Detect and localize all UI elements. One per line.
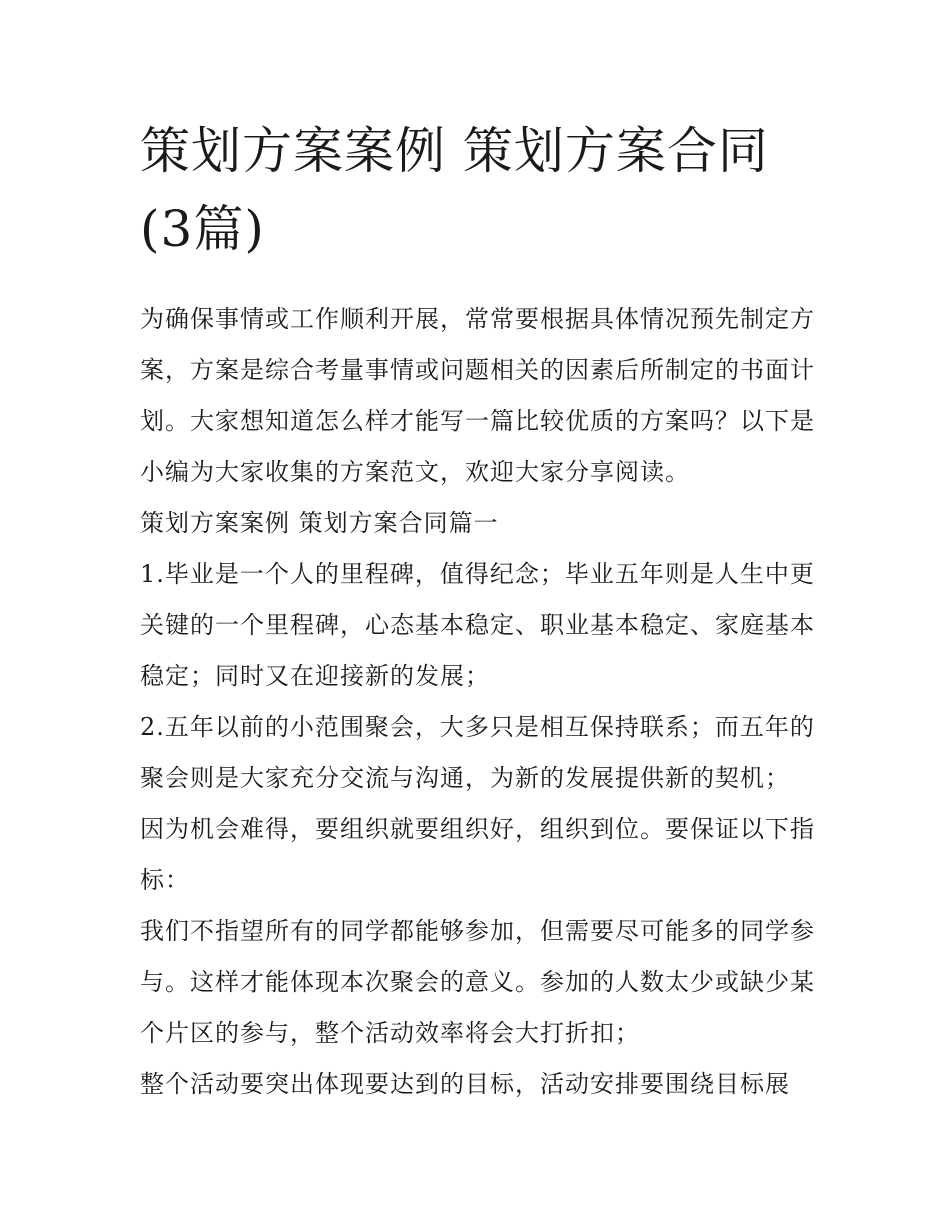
paragraph-participation: 我们不指望所有的同学都能够参加，但需要尽可能多的同学参与。这样才能体现本次聚会的意义。参加的人数太少或缺少某个片区的参与，整个活动效率将会大打折扣；: [140, 917, 815, 1047]
document-title: 策划方案案例 策划方案合同(3篇): [140, 122, 769, 258]
paragraph-goal: 整个活动要突出体现要达到的目标，活动安排要围绕目标展: [140, 1070, 790, 1098]
document-page: [140, 112, 820, 1110]
paragraph-item-2: 2.五年以前的小范围聚会，大多只是相互保持联系；而五年的聚会则是大家充分交流与沟通，为新的发展提供新的契机；: [140, 713, 815, 792]
intro-paragraph: 为确保事情或工作顺利开展，常常要根据具体情况预先制定方案，方案是综合考量事情或问题相关的因素后所制定的书面计划。大家想知道怎么样才能写一篇比较优质的方案吗？以下是小编为大家收集的方案范文，欢迎大家分享阅读。: [140, 305, 815, 486]
paragraph-item-1: 1.毕业是一个人的里程碑，值得纪念；毕业五年则是人生中更关键的一个里程碑，心态基本稳定、职业基本稳定、家庭基本稳定；同时又在迎接新的发展；: [140, 560, 815, 690]
section-heading: 策划方案案例 策划方案合同篇一: [140, 509, 499, 537]
paragraph-indicators: 因为机会难得，要组织就要组织好，组织到位。要保证以下指标：: [140, 815, 815, 894]
